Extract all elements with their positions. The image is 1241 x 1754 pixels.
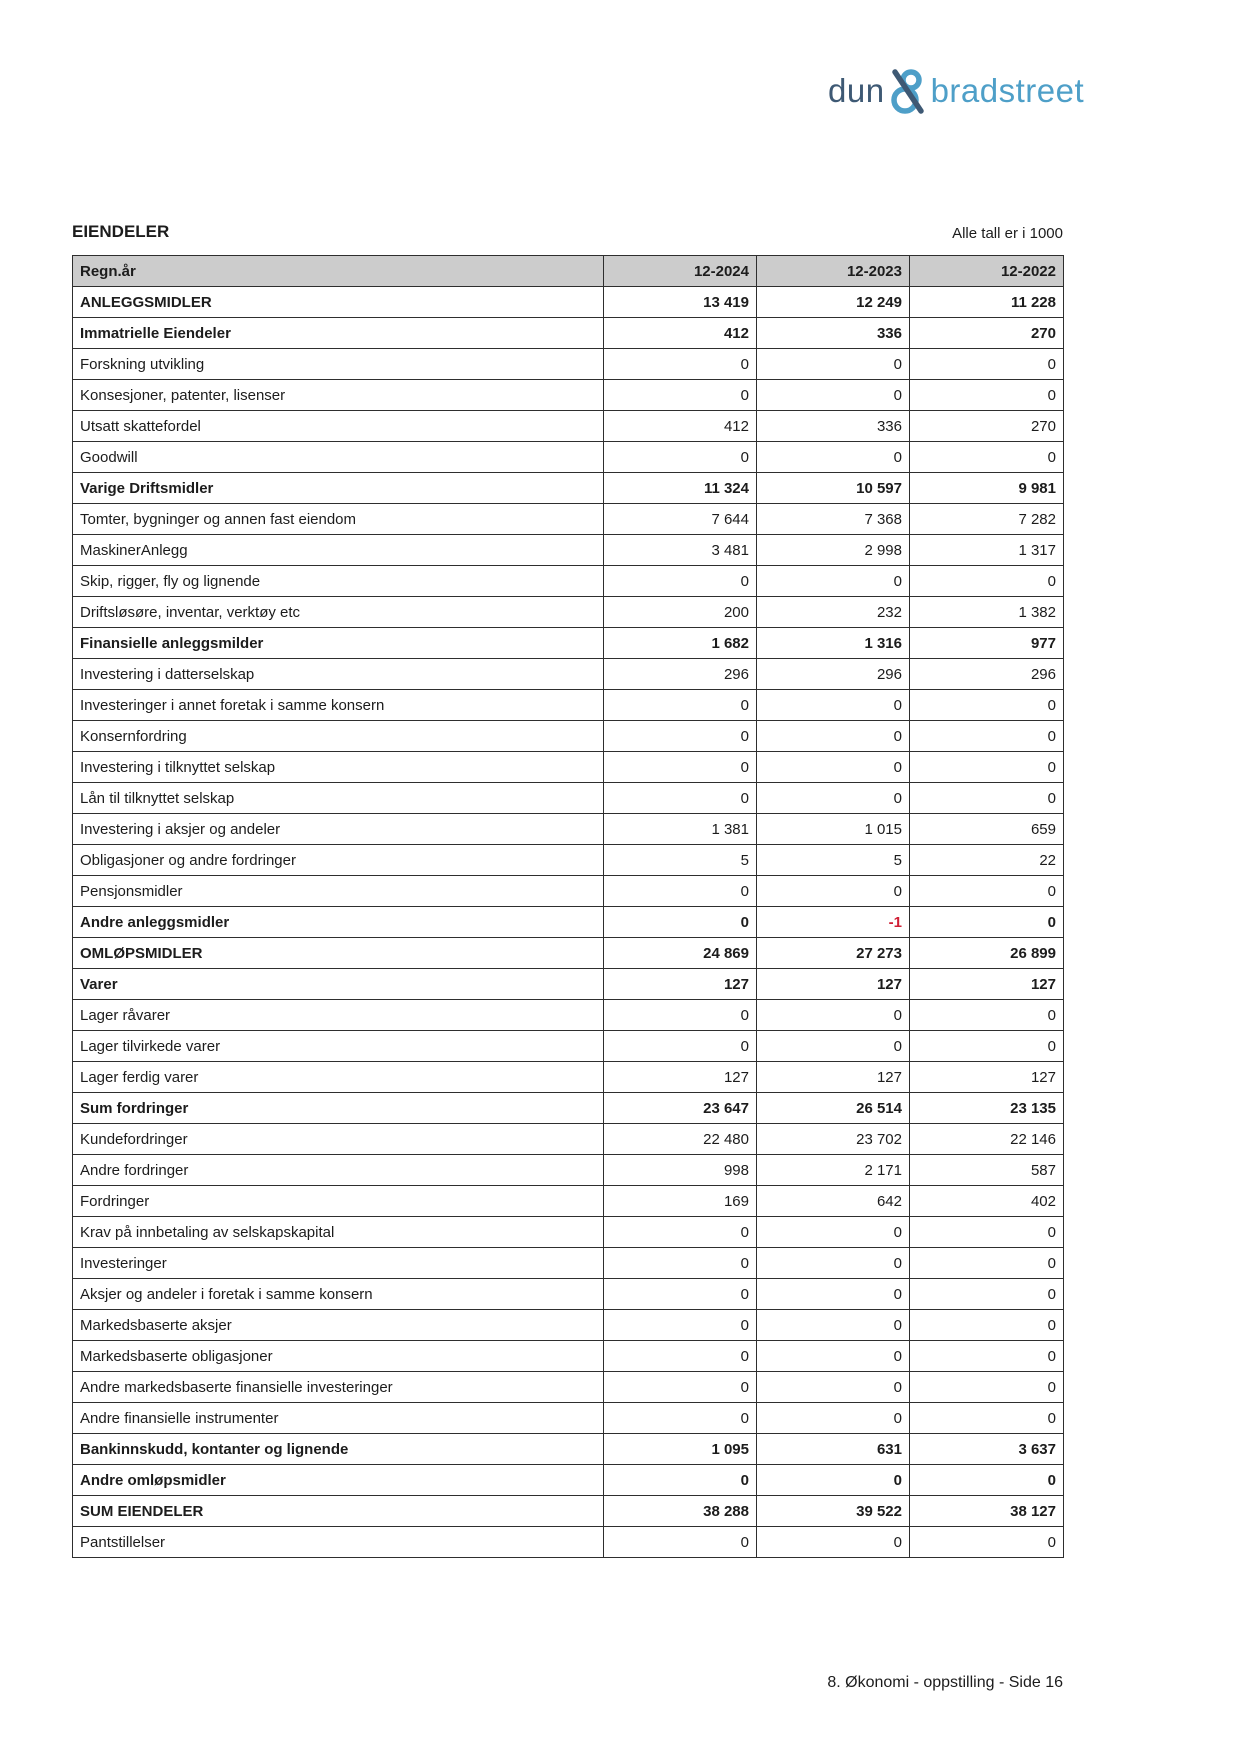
table-row [73,473,1064,504]
cell-value: 0 [604,690,757,721]
cell-value: 0 [910,380,1064,411]
row-label: Varige Driftsmidler [73,473,604,504]
table-row [73,876,1064,907]
cell-value: 0 [604,752,757,783]
table-row [73,1186,1064,1217]
row-label: Lager råvarer [73,1000,604,1031]
cell-value: 0 [910,1341,1064,1372]
cell-value: 127 [757,969,910,1000]
cell-value: 0 [604,1372,757,1403]
row-label: Varer [73,969,604,1000]
row-label: Krav på innbetaling av selskapskapital [73,1217,604,1248]
cell-value: 631 [757,1434,910,1465]
cell-value: 0 [604,380,757,411]
row-label: Konsernfordring [73,721,604,752]
table-row [73,938,1064,969]
cell-value: 336 [757,411,910,442]
cell-value: 0 [910,1372,1064,1403]
row-label: Investering i aksjer og andeler [73,814,604,845]
cell-value: 0 [757,1217,910,1248]
table-row [73,504,1064,535]
cell-value: 296 [604,659,757,690]
cell-value: 7 644 [604,504,757,535]
cell-value: 0 [604,1310,757,1341]
cell-value: 0 [910,783,1064,814]
cell-value: 22 146 [910,1124,1064,1155]
table-row [73,814,1064,845]
table-row [73,566,1064,597]
cell-value: 0 [604,1248,757,1279]
table-body [73,287,1064,1558]
table-row [73,1341,1064,1372]
cell-value: 1 382 [910,597,1064,628]
cell-value: 270 [910,318,1064,349]
cell-value: 0 [910,566,1064,597]
cell-value: 24 869 [604,938,757,969]
cell-value: 0 [604,721,757,752]
cell-value: 0 [910,1403,1064,1434]
row-label: Kundefordringer [73,1124,604,1155]
table-row [73,1124,1064,1155]
cell-value: 27 273 [757,938,910,969]
cell-value: 3 637 [910,1434,1064,1465]
cell-value: 5 [757,845,910,876]
dun-bradstreet-logo [828,68,1084,114]
cell-value: 23 647 [604,1093,757,1124]
table-row [73,349,1064,380]
logo-text-dun: dun [828,72,885,109]
cell-value: 127 [910,1062,1064,1093]
cell-value: 0 [757,1031,910,1062]
title-row [72,222,1063,242]
table-row [73,783,1064,814]
cell-value: 22 480 [604,1124,757,1155]
table-row [73,690,1064,721]
cell-value: 22 [910,845,1064,876]
cell-value: 0 [604,1527,757,1558]
cell-value: 0 [757,1465,910,1496]
cell-value: 977 [910,628,1064,659]
cell-value: 1 316 [757,628,910,659]
cell-value: 0 [604,442,757,473]
cell-value: 659 [910,814,1064,845]
row-label: OMLØPSMIDLER [73,938,604,969]
cell-value: 336 [757,318,910,349]
cell-value: 0 [910,442,1064,473]
table-row [73,442,1064,473]
cell-value: 0 [910,1217,1064,1248]
row-label: Driftsløsøre, inventar, verktøy etc [73,597,604,628]
cell-value: 587 [910,1155,1064,1186]
table-row [73,721,1064,752]
cell-value: 9 981 [910,473,1064,504]
table-row [73,535,1064,566]
cell-value: 3 481 [604,535,757,566]
cell-value: 0 [757,1310,910,1341]
table-row [73,1372,1064,1403]
cell-value: 402 [910,1186,1064,1217]
cell-value: 127 [757,1062,910,1093]
cell-value: 0 [757,349,910,380]
row-label: Tomter, bygninger og annen fast eiendom [73,504,604,535]
cell-value: 0 [604,876,757,907]
row-label: Andre fordringer [73,1155,604,1186]
logo-text-bradstreet: bradstreet [930,72,1085,109]
row-label: Skip, rigger, fly og lignende [73,566,604,597]
row-label: Immatrielle Eiendeler [73,318,604,349]
cell-value: 200 [604,597,757,628]
ampersand-icon [888,68,928,114]
table-row [73,907,1064,938]
cell-value: -1 [757,907,910,938]
cell-value: 7 368 [757,504,910,535]
table-row [73,1031,1064,1062]
row-label: Lån til tilknyttet selskap [73,783,604,814]
header-label: Regn.år [73,256,604,287]
row-label: Investeringer [73,1248,604,1279]
table-row [73,845,1064,876]
balance-table [72,255,1064,1558]
cell-value: 412 [604,411,757,442]
table-row [73,1310,1064,1341]
cell-value: 0 [910,1279,1064,1310]
cell-value: 0 [910,349,1064,380]
row-label: Andre omløpsmidler [73,1465,604,1496]
cell-value: 13 419 [604,287,757,318]
row-label: Fordringer [73,1186,604,1217]
cell-value: 0 [604,1465,757,1496]
cell-value: 127 [910,969,1064,1000]
cell-value: 7 282 [910,504,1064,535]
cell-value: 0 [910,690,1064,721]
cell-value: 0 [757,721,910,752]
cell-value: 1 317 [910,535,1064,566]
cell-value: 169 [604,1186,757,1217]
row-label: Konsesjoner, patenter, lisenser [73,380,604,411]
cell-value: 10 597 [757,473,910,504]
cell-value: 0 [757,442,910,473]
table-row [73,752,1064,783]
cell-value: 26 514 [757,1093,910,1124]
cell-value: 0 [604,907,757,938]
cell-value: 39 522 [757,1496,910,1527]
cell-value: 0 [757,876,910,907]
cell-value: 270 [910,411,1064,442]
cell-value: 0 [604,783,757,814]
row-label: Markedsbaserte obligasjoner [73,1341,604,1372]
row-label: Investering i tilknyttet selskap [73,752,604,783]
cell-value: 642 [757,1186,910,1217]
table-row [73,969,1064,1000]
table-row [73,1403,1064,1434]
units-note: Alle tall er i 1000 [952,225,1063,242]
cell-value: 412 [604,318,757,349]
row-label: Goodwill [73,442,604,473]
cell-value: 0 [910,1031,1064,1062]
cell-value: 998 [604,1155,757,1186]
cell-value: 0 [604,349,757,380]
cell-value: 26 899 [910,938,1064,969]
row-label: Investeringer i annet foretak i samme konsern [73,690,604,721]
cell-value: 0 [604,1000,757,1031]
table-row [73,411,1064,442]
header-year-2022: 12-2022 [910,256,1064,287]
cell-value: 127 [604,1062,757,1093]
row-label: Finansielle anleggsmilder [73,628,604,659]
table-row [73,659,1064,690]
row-label: Lager tilvirkede varer [73,1031,604,1062]
cell-value: 1 095 [604,1434,757,1465]
row-label: Markedsbaserte aksjer [73,1310,604,1341]
row-label: Pantstillelser [73,1527,604,1558]
table-row [73,597,1064,628]
cell-value: 23 702 [757,1124,910,1155]
row-label: SUM EIENDELER [73,1496,604,1527]
row-label: Lager ferdig varer [73,1062,604,1093]
header-year-2024: 12-2024 [604,256,757,287]
cell-value: 1 015 [757,814,910,845]
cell-value: 0 [757,690,910,721]
cell-value: 0 [757,380,910,411]
table-row [73,1062,1064,1093]
row-label: Bankinnskudd, kontanter og lignende [73,1434,604,1465]
cell-value: 0 [910,721,1064,752]
cell-value: 2 998 [757,535,910,566]
row-label: Utsatt skattefordel [73,411,604,442]
cell-value: 1 682 [604,628,757,659]
footer-text: 8. Økonomi - oppstilling - Side 16 [827,1674,1063,1691]
cell-value: 5 [604,845,757,876]
cell-value: 0 [757,1248,910,1279]
cell-value: 0 [910,1248,1064,1279]
cell-value: 11 324 [604,473,757,504]
row-label: MaskinerAnlegg [73,535,604,566]
cell-value: 0 [757,783,910,814]
cell-value: 0 [604,1279,757,1310]
row-label: Andre finansielle instrumenter [73,1403,604,1434]
cell-value: 0 [604,1031,757,1062]
cell-value: 0 [604,1341,757,1372]
table-row [73,380,1064,411]
cell-value: 232 [757,597,910,628]
cell-value: 0 [757,1372,910,1403]
cell-value: 0 [757,566,910,597]
page-title: EIENDELER [72,222,170,241]
cell-value: 38 288 [604,1496,757,1527]
table-row [73,1527,1064,1558]
table-row [73,1155,1064,1186]
cell-value: 12 249 [757,287,910,318]
cell-value: 296 [757,659,910,690]
table-row [73,1093,1064,1124]
row-label: Investering i datterselskap [73,659,604,690]
cell-value: 0 [910,1527,1064,1558]
table-header-row [73,256,1064,287]
table-row [73,1279,1064,1310]
table-row [73,318,1064,349]
cell-value: 0 [757,1403,910,1434]
row-label: ANLEGGSMIDLER [73,287,604,318]
row-label: Sum fordringer [73,1093,604,1124]
cell-value: 296 [910,659,1064,690]
row-label: Forskning utvikling [73,349,604,380]
table-row [73,1465,1064,1496]
table-row [73,287,1064,318]
cell-value: 0 [910,907,1064,938]
cell-value: 23 135 [910,1093,1064,1124]
cell-value: 0 [757,1279,910,1310]
table-row [73,1434,1064,1465]
cell-value: 0 [757,1341,910,1372]
table-row [73,628,1064,659]
cell-value: 0 [910,876,1064,907]
table-row [73,1248,1064,1279]
cell-value: 0 [757,752,910,783]
cell-value: 0 [910,1310,1064,1341]
cell-value: 0 [910,1465,1064,1496]
cell-value: 0 [910,1000,1064,1031]
cell-value: 127 [604,969,757,1000]
cell-value: 0 [604,1403,757,1434]
cell-value: 0 [757,1000,910,1031]
cell-value: 11 228 [910,287,1064,318]
cell-value: 0 [604,566,757,597]
row-label: Andre anleggsmidler [73,907,604,938]
cell-value: 0 [910,752,1064,783]
table-row [73,1496,1064,1527]
cell-value: 0 [604,1217,757,1248]
row-label: Aksjer og andeler i foretak i samme konsern [73,1279,604,1310]
table-row [73,1000,1064,1031]
cell-value: 1 381 [604,814,757,845]
cell-value: 38 127 [910,1496,1064,1527]
cell-value: 2 171 [757,1155,910,1186]
header-year-2023: 12-2023 [757,256,910,287]
cell-value: 0 [757,1527,910,1558]
row-label: Andre markedsbaserte finansielle investeringer [73,1372,604,1403]
row-label: Obligasjoner og andre fordringer [73,845,604,876]
table-row [73,1217,1064,1248]
row-label: Pensjonsmidler [73,876,604,907]
